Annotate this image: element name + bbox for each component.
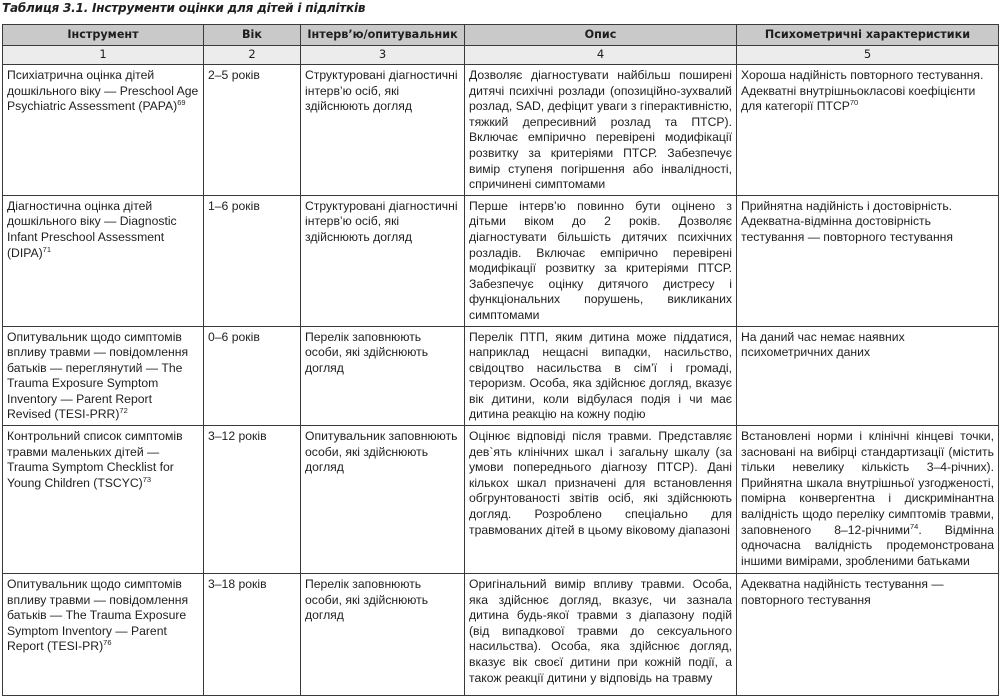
table-row bbox=[3, 195, 999, 326]
psychometric-text: Прийнятна надійність і достовірність. Адекватна-відмінна достовірність тестування — повторного тестування bbox=[741, 198, 954, 244]
psychometric-cell bbox=[737, 426, 999, 574]
type-cell: Структуровані діагностичні інтерв’ю осіб, які здійснюють догляд bbox=[301, 65, 465, 196]
header-age: Вік bbox=[204, 25, 301, 46]
age-cell: 3–18 років bbox=[204, 574, 301, 696]
psychometric-text: Хороша надійність повторного тестування. Адекватні внутрішньокласові коефіцієнти для категорії ПТСР bbox=[741, 68, 984, 114]
footnote-ref: 73 bbox=[142, 474, 152, 484]
instrument-cell bbox=[3, 195, 204, 326]
instrument-name: Психіатрична оцінка дітей дошкільного віку — Preschool Age Psychiatric Assessment (PAPA) bbox=[7, 68, 199, 114]
age-cell: 3–12 років bbox=[204, 426, 301, 574]
header-description: Опис bbox=[465, 25, 737, 46]
column-number: 5 bbox=[737, 46, 999, 65]
description-cell: Перелік ПТП, яким дитина може піддатися, наприклад нещасні випадки, насильство, свідоцтво насильства в сім’ї і громаді, тероризм. Особа, яка здійснює догляд, вказує вік дитини, коли відбулася подія і чи має дитина реакцію на кожну подію bbox=[465, 326, 737, 426]
instrument-cell bbox=[3, 426, 204, 574]
type-cell: Структуровані діагностичні інтерв’ю осіб, які здійснюють догляд bbox=[301, 195, 465, 326]
psychometric-text: Адекватна надійність тестування — повторного тестування bbox=[741, 577, 944, 607]
instrument-cell bbox=[3, 326, 204, 426]
psychometric-cell bbox=[737, 195, 999, 326]
column-number-row bbox=[3, 46, 999, 65]
age-cell: 2–5 років bbox=[204, 65, 301, 196]
instrument-name: Діагностична оцінка дітей дошкільного віку — Diagnostic Infant Preschool Assessment (DIPA) bbox=[7, 198, 177, 260]
column-number: 4 bbox=[465, 46, 737, 65]
description-cell: Дозволяє діагностувати найбільш поширені дитячі психічні розлади (опозиційно-зухвалий розлад, SAD, дефіцит уваги з гіперактивністю, тяжкий депресивний розлад та ПТСР). Включає емпірично перевірені модифікації розвитку за критеріями ПТСР. Забезпечує вимір ступеня погіршення або інвалідності, спричинені симптомами bbox=[465, 65, 737, 196]
footnote-ref: 72 bbox=[119, 406, 128, 416]
description-cell: Оцінює відповіді після травми. Представляє дев`ять клінічних шкал і загальну шкалу (за умови попереднього діагнозу ПТСР). Дані кількох шкал призначені для встановлення обгрунтованості звітів осіб, які здійснюють догляд. Розроблено спеціально для травмованих дітей в цьому віковому діапазоні bbox=[465, 426, 737, 574]
psychometric-text: На даний час немає наявних психометричних даних bbox=[741, 329, 905, 360]
column-number: 3 bbox=[301, 46, 465, 65]
type-cell: Опитувальник заповнюють особи, які здійснюють догляд bbox=[301, 426, 465, 574]
instrument-cell bbox=[3, 574, 204, 696]
psychometric-cell bbox=[737, 326, 999, 426]
type-cell: Перелік заповнюють особи, які здійснюють догляд bbox=[301, 574, 465, 696]
footnote-ref: 70 bbox=[849, 98, 859, 108]
footnote-ref: 71 bbox=[42, 244, 52, 254]
column-number: 2 bbox=[204, 46, 301, 65]
table-row bbox=[3, 574, 999, 696]
instrument-name: Опитувальник щодо симптомів впливу травми — повідомлення батьків — The Trauma Exposure Symptom Inventory — Parent Report (TESI-PR) bbox=[7, 577, 189, 654]
header-psychometric: Психометричні характеристики bbox=[737, 25, 999, 46]
table-row bbox=[3, 326, 999, 426]
table-row bbox=[3, 65, 999, 196]
description-cell: Оригінальний вимір впливу травми. Особа, яка здійснює догляд, вказує, чи зазнала дитина будь-якої травми з діапазону подій (від випадкової травми до сексуального насильства). Особа, яка здійснює догляд, вказує вік своєї дитини при кожній події, а також реакції дитини у відповідь на травму bbox=[465, 574, 737, 696]
header-type: Інтерв’ю/опитувальник bbox=[301, 25, 465, 46]
psychometric-cell bbox=[737, 65, 999, 196]
header-instrument: Інструмент bbox=[3, 25, 204, 46]
instrument-name: Контрольний список симптомів травми маленьких дітей — Trauma Symptom Checklist for Young Children (TSCYC) bbox=[7, 429, 183, 490]
psychometric-cell bbox=[737, 574, 999, 696]
footnote-ref: 76 bbox=[103, 638, 112, 648]
age-cell: 0–6 років bbox=[204, 326, 301, 426]
column-number: 1 bbox=[3, 46, 204, 65]
table-row bbox=[3, 426, 999, 574]
footnote-ref: 74 bbox=[909, 521, 919, 531]
instrument-name: Опитувальник щодо симптомів впливу травми — повідомлення батьків — переглянутий — The Trauma Exposure Symptom Inventory — Parent Report Revised (TESI-PRR) bbox=[7, 329, 189, 422]
age-cell: 1–6 років bbox=[204, 195, 301, 326]
table-caption: Таблиця 3.1. Інструменти оцінки для дітей і підлітків bbox=[2, 1, 366, 15]
instrument-cell bbox=[3, 65, 204, 196]
psychometric-text-after: . Відмінна одночасна валідність продемонстрована іншими вимірами, зробленими батьками bbox=[741, 522, 995, 568]
header-row bbox=[3, 25, 999, 46]
footnote-ref: 69 bbox=[177, 98, 186, 108]
type-cell: Перелік заповнюють особи, які здійснюють догляд bbox=[301, 326, 465, 426]
psychometric-text: Встановлені норми і клінічні кінцеві точки, засновані на вибірці стандартизації (містить тільки невелику кількість 3–4-річних). Прийнятна шкала внутрішньої узгодженості, помірна конвергентна і дискримінантна валідність щодо переліку симптомів травми, заповненого 8–12-річними bbox=[741, 429, 994, 537]
description-cell: Перше інтерв’ю повинно бути оцінено з дітьми віком до 2 років. Дозволяє діагностувати більшість дитячих психічних розладів. Включає емпірично перевірені модифікації розвитку за критеріями ПТСР. Забезпечує оцінку дитячого дистресу і функціональних порушень, викликаних симптомами bbox=[465, 195, 737, 326]
assessment-tools-table bbox=[2, 24, 999, 696]
